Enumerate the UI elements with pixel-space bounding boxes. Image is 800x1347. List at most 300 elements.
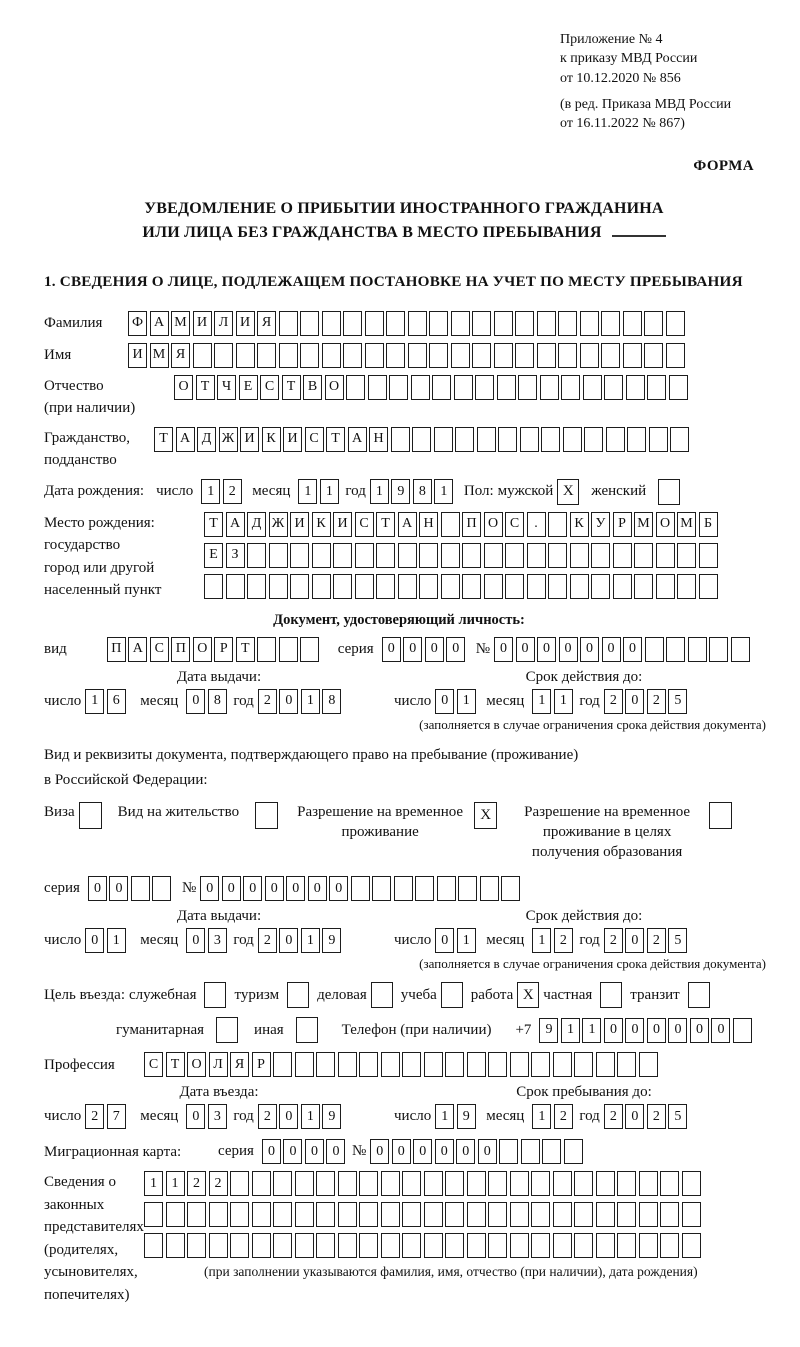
char-box[interactable] bbox=[591, 574, 610, 599]
char-box[interactable]: 8 bbox=[322, 689, 341, 714]
char-box[interactable] bbox=[441, 543, 460, 568]
char-box[interactable] bbox=[510, 1202, 529, 1227]
char-box[interactable] bbox=[520, 427, 539, 452]
char-box[interactable] bbox=[290, 543, 309, 568]
char-box[interactable] bbox=[131, 876, 150, 901]
char-box[interactable]: Б bbox=[699, 512, 718, 537]
char-box[interactable]: Л bbox=[209, 1052, 228, 1077]
char-box[interactable]: И bbox=[193, 311, 212, 336]
char-box[interactable]: 1 bbox=[320, 479, 339, 504]
char-box[interactable] bbox=[226, 574, 245, 599]
char-box[interactable]: 6 bbox=[107, 689, 126, 714]
char-box[interactable]: Е bbox=[239, 375, 258, 400]
char-box[interactable]: 0 bbox=[382, 637, 401, 662]
char-box[interactable] bbox=[411, 375, 430, 400]
char-box[interactable] bbox=[424, 1233, 443, 1258]
char-box[interactable] bbox=[591, 543, 610, 568]
char-box[interactable]: С bbox=[305, 427, 324, 452]
char-box[interactable]: К bbox=[312, 512, 331, 537]
char-box[interactable]: 1 bbox=[85, 689, 104, 714]
char-box[interactable]: Н bbox=[369, 427, 388, 452]
char-box[interactable] bbox=[626, 375, 645, 400]
char-box[interactable] bbox=[699, 543, 718, 568]
char-box[interactable]: 9 bbox=[322, 1104, 341, 1129]
char-box[interactable] bbox=[458, 876, 477, 901]
char-box[interactable]: А bbox=[176, 427, 195, 452]
char-box[interactable]: 0 bbox=[580, 637, 599, 662]
char-box[interactable]: 3 bbox=[208, 1104, 227, 1129]
char-box[interactable] bbox=[494, 311, 513, 336]
char-box[interactable] bbox=[152, 876, 171, 901]
char-box[interactable]: 1 bbox=[532, 1104, 551, 1129]
char-box[interactable] bbox=[338, 1233, 357, 1258]
char-box[interactable] bbox=[472, 343, 491, 368]
char-box[interactable] bbox=[682, 1233, 701, 1258]
char-box[interactable] bbox=[415, 876, 434, 901]
char-box[interactable] bbox=[279, 637, 298, 662]
char-box[interactable] bbox=[606, 427, 625, 452]
char-box[interactable] bbox=[548, 512, 567, 537]
purpose-transit-checkbox[interactable] bbox=[688, 982, 710, 1008]
char-box[interactable] bbox=[521, 1139, 540, 1164]
char-box[interactable]: А bbox=[128, 637, 147, 662]
char-box[interactable] bbox=[338, 1202, 357, 1227]
char-box[interactable] bbox=[467, 1233, 486, 1258]
char-box[interactable] bbox=[252, 1233, 271, 1258]
char-box[interactable] bbox=[252, 1171, 271, 1196]
char-box[interactable] bbox=[257, 343, 276, 368]
char-box[interactable]: 9 bbox=[391, 479, 410, 504]
char-box[interactable]: З bbox=[226, 543, 245, 568]
char-box[interactable]: О bbox=[187, 1052, 206, 1077]
char-box[interactable] bbox=[312, 574, 331, 599]
char-box[interactable] bbox=[346, 375, 365, 400]
char-box[interactable] bbox=[617, 1202, 636, 1227]
char-box[interactable]: С bbox=[150, 637, 169, 662]
char-box[interactable] bbox=[247, 543, 266, 568]
char-box[interactable]: Ч bbox=[217, 375, 236, 400]
char-box[interactable]: 0 bbox=[186, 689, 205, 714]
char-box[interactable] bbox=[647, 375, 666, 400]
char-box[interactable]: 1 bbox=[301, 689, 320, 714]
char-box[interactable]: Ж bbox=[269, 512, 288, 537]
char-box[interactable]: 0 bbox=[370, 1139, 389, 1164]
char-box[interactable] bbox=[269, 574, 288, 599]
char-box[interactable] bbox=[666, 637, 685, 662]
char-box[interactable] bbox=[386, 311, 405, 336]
char-box[interactable]: М bbox=[171, 311, 190, 336]
char-box[interactable]: Т bbox=[204, 512, 223, 537]
char-box[interactable] bbox=[553, 1171, 572, 1196]
char-box[interactable] bbox=[531, 1171, 550, 1196]
char-box[interactable]: 0 bbox=[537, 637, 556, 662]
char-box[interactable] bbox=[230, 1233, 249, 1258]
char-box[interactable] bbox=[570, 574, 589, 599]
char-box[interactable] bbox=[273, 1171, 292, 1196]
purpose-business-checkbox[interactable] bbox=[371, 982, 393, 1008]
char-box[interactable] bbox=[368, 375, 387, 400]
char-box[interactable] bbox=[419, 574, 438, 599]
temp-residence-education-checkbox[interactable] bbox=[709, 802, 732, 829]
char-box[interactable]: П bbox=[462, 512, 481, 537]
char-box[interactable]: 1 bbox=[166, 1171, 185, 1196]
char-box[interactable] bbox=[187, 1233, 206, 1258]
char-box[interactable] bbox=[488, 1052, 507, 1077]
char-box[interactable] bbox=[527, 543, 546, 568]
char-box[interactable] bbox=[617, 1052, 636, 1077]
char-box[interactable] bbox=[682, 1202, 701, 1227]
char-box[interactable]: Т bbox=[196, 375, 215, 400]
char-box[interactable] bbox=[510, 1171, 529, 1196]
char-box[interactable] bbox=[515, 311, 534, 336]
char-box[interactable] bbox=[429, 311, 448, 336]
char-box[interactable] bbox=[359, 1171, 378, 1196]
char-box[interactable]: 0 bbox=[647, 1018, 666, 1043]
char-box[interactable] bbox=[548, 574, 567, 599]
char-box[interactable]: 0 bbox=[690, 1018, 709, 1043]
char-box[interactable] bbox=[381, 1052, 400, 1077]
char-box[interactable]: К bbox=[570, 512, 589, 537]
char-box[interactable] bbox=[187, 1202, 206, 1227]
char-box[interactable] bbox=[580, 343, 599, 368]
char-box[interactable] bbox=[666, 311, 685, 336]
char-box[interactable] bbox=[488, 1233, 507, 1258]
char-box[interactable] bbox=[419, 543, 438, 568]
char-box[interactable]: 0 bbox=[623, 637, 642, 662]
char-box[interactable] bbox=[295, 1233, 314, 1258]
char-box[interactable]: 9 bbox=[457, 1104, 476, 1129]
char-box[interactable] bbox=[497, 375, 516, 400]
char-box[interactable] bbox=[583, 375, 602, 400]
char-box[interactable]: 0 bbox=[109, 876, 128, 901]
char-box[interactable] bbox=[402, 1233, 421, 1258]
char-box[interactable] bbox=[209, 1202, 228, 1227]
char-box[interactable]: 0 bbox=[200, 876, 219, 901]
char-box[interactable]: 0 bbox=[329, 876, 348, 901]
char-box[interactable]: 0 bbox=[559, 637, 578, 662]
char-box[interactable] bbox=[412, 427, 431, 452]
char-box[interactable]: 0 bbox=[243, 876, 262, 901]
char-box[interactable] bbox=[527, 574, 546, 599]
char-box[interactable] bbox=[247, 574, 266, 599]
char-box[interactable]: 0 bbox=[88, 876, 107, 901]
char-box[interactable] bbox=[733, 1018, 752, 1043]
char-box[interactable]: М bbox=[150, 343, 169, 368]
char-box[interactable] bbox=[467, 1171, 486, 1196]
char-box[interactable] bbox=[355, 574, 374, 599]
char-box[interactable]: 0 bbox=[265, 876, 284, 901]
char-box[interactable]: 2 bbox=[554, 928, 573, 953]
char-box[interactable]: А bbox=[150, 311, 169, 336]
char-box[interactable] bbox=[209, 1233, 228, 1258]
char-box[interactable]: К bbox=[262, 427, 281, 452]
char-box[interactable] bbox=[574, 1171, 593, 1196]
char-box[interactable]: Я bbox=[171, 343, 190, 368]
char-box[interactable]: 0 bbox=[494, 637, 513, 662]
char-box[interactable] bbox=[462, 543, 481, 568]
char-box[interactable] bbox=[359, 1202, 378, 1227]
char-box[interactable]: М bbox=[634, 512, 653, 537]
char-box[interactable] bbox=[584, 427, 603, 452]
char-box[interactable] bbox=[541, 427, 560, 452]
char-box[interactable] bbox=[660, 1202, 679, 1227]
char-box[interactable]: А bbox=[398, 512, 417, 537]
char-box[interactable] bbox=[553, 1202, 572, 1227]
char-box[interactable] bbox=[300, 311, 319, 336]
char-box[interactable] bbox=[617, 1233, 636, 1258]
char-box[interactable] bbox=[656, 574, 675, 599]
char-box[interactable]: 1 bbox=[201, 479, 220, 504]
char-box[interactable] bbox=[402, 1052, 421, 1077]
char-box[interactable] bbox=[634, 543, 653, 568]
purpose-study-checkbox[interactable] bbox=[441, 982, 463, 1008]
char-box[interactable]: 8 bbox=[413, 479, 432, 504]
char-box[interactable] bbox=[472, 311, 491, 336]
char-box[interactable] bbox=[660, 1233, 679, 1258]
char-box[interactable]: О bbox=[656, 512, 675, 537]
char-box[interactable]: 2 bbox=[647, 928, 666, 953]
male-checkbox[interactable]: X bbox=[557, 479, 579, 505]
char-box[interactable]: А bbox=[226, 512, 245, 537]
char-box[interactable] bbox=[381, 1233, 400, 1258]
char-box[interactable]: О bbox=[484, 512, 503, 537]
char-box[interactable] bbox=[434, 427, 453, 452]
char-box[interactable]: Н bbox=[419, 512, 438, 537]
char-box[interactable]: 0 bbox=[186, 928, 205, 953]
char-box[interactable]: 0 bbox=[435, 689, 454, 714]
char-box[interactable] bbox=[445, 1233, 464, 1258]
char-box[interactable] bbox=[316, 1052, 335, 1077]
char-box[interactable]: 0 bbox=[392, 1139, 411, 1164]
char-box[interactable] bbox=[484, 574, 503, 599]
char-box[interactable]: Я bbox=[230, 1052, 249, 1077]
char-box[interactable]: 9 bbox=[539, 1018, 558, 1043]
purpose-other-checkbox[interactable] bbox=[296, 1017, 318, 1043]
char-box[interactable] bbox=[613, 543, 632, 568]
char-box[interactable] bbox=[230, 1202, 249, 1227]
char-box[interactable] bbox=[316, 1233, 335, 1258]
char-box[interactable]: 0 bbox=[186, 1104, 205, 1129]
char-box[interactable]: 0 bbox=[516, 637, 535, 662]
char-box[interactable] bbox=[381, 1202, 400, 1227]
char-box[interactable] bbox=[677, 543, 696, 568]
char-box[interactable]: 0 bbox=[403, 637, 422, 662]
char-box[interactable] bbox=[623, 343, 642, 368]
char-box[interactable] bbox=[445, 1171, 464, 1196]
char-box[interactable] bbox=[467, 1202, 486, 1227]
char-box[interactable] bbox=[376, 543, 395, 568]
char-box[interactable] bbox=[699, 574, 718, 599]
char-box[interactable]: 2 bbox=[187, 1171, 206, 1196]
char-box[interactable]: 2 bbox=[209, 1171, 228, 1196]
char-box[interactable] bbox=[312, 543, 331, 568]
char-box[interactable]: 5 bbox=[668, 1104, 687, 1129]
char-box[interactable] bbox=[394, 876, 413, 901]
char-box[interactable] bbox=[596, 1171, 615, 1196]
char-box[interactable]: 0 bbox=[435, 1139, 454, 1164]
char-box[interactable] bbox=[316, 1171, 335, 1196]
char-box[interactable]: М bbox=[677, 512, 696, 537]
char-box[interactable] bbox=[553, 1052, 572, 1077]
char-box[interactable] bbox=[510, 1233, 529, 1258]
char-box[interactable]: 0 bbox=[456, 1139, 475, 1164]
char-box[interactable] bbox=[484, 543, 503, 568]
char-box[interactable] bbox=[561, 375, 580, 400]
char-box[interactable] bbox=[424, 1052, 443, 1077]
char-box[interactable] bbox=[441, 574, 460, 599]
char-box[interactable] bbox=[445, 1202, 464, 1227]
char-box[interactable] bbox=[391, 427, 410, 452]
char-box[interactable] bbox=[193, 343, 212, 368]
char-box[interactable]: П bbox=[107, 637, 126, 662]
char-box[interactable]: 1 bbox=[144, 1171, 163, 1196]
char-box[interactable] bbox=[510, 1052, 529, 1077]
char-box[interactable] bbox=[295, 1171, 314, 1196]
char-box[interactable] bbox=[230, 1171, 249, 1196]
char-box[interactable]: У bbox=[591, 512, 610, 537]
char-box[interactable]: 1 bbox=[301, 1104, 320, 1129]
char-box[interactable] bbox=[398, 574, 417, 599]
char-box[interactable]: 2 bbox=[604, 689, 623, 714]
char-box[interactable] bbox=[365, 343, 384, 368]
char-box[interactable] bbox=[279, 311, 298, 336]
char-box[interactable] bbox=[454, 375, 473, 400]
char-box[interactable] bbox=[355, 543, 374, 568]
char-box[interactable] bbox=[408, 311, 427, 336]
char-box[interactable] bbox=[639, 1233, 658, 1258]
char-box[interactable]: 0 bbox=[326, 1139, 345, 1164]
char-box[interactable] bbox=[343, 343, 362, 368]
char-box[interactable] bbox=[656, 543, 675, 568]
char-box[interactable] bbox=[682, 1171, 701, 1196]
char-box[interactable] bbox=[515, 343, 534, 368]
char-box[interactable]: 1 bbox=[435, 1104, 454, 1129]
char-box[interactable] bbox=[540, 375, 559, 400]
char-box[interactable] bbox=[402, 1202, 421, 1227]
char-box[interactable]: 1 bbox=[298, 479, 317, 504]
char-box[interactable] bbox=[204, 574, 223, 599]
char-box[interactable] bbox=[563, 427, 582, 452]
char-box[interactable] bbox=[279, 343, 298, 368]
char-box[interactable] bbox=[558, 343, 577, 368]
char-box[interactable] bbox=[462, 574, 481, 599]
char-box[interactable]: . bbox=[527, 512, 546, 537]
char-box[interactable] bbox=[166, 1202, 185, 1227]
char-box[interactable]: Р bbox=[613, 512, 632, 537]
char-box[interactable]: 1 bbox=[370, 479, 389, 504]
char-box[interactable] bbox=[639, 1052, 658, 1077]
char-box[interactable] bbox=[386, 343, 405, 368]
char-box[interactable]: 3 bbox=[208, 928, 227, 953]
char-box[interactable] bbox=[333, 574, 352, 599]
char-box[interactable] bbox=[376, 574, 395, 599]
char-box[interactable] bbox=[359, 1233, 378, 1258]
char-box[interactable]: 1 bbox=[582, 1018, 601, 1043]
char-box[interactable]: И bbox=[240, 427, 259, 452]
char-box[interactable]: 1 bbox=[434, 479, 453, 504]
char-box[interactable] bbox=[604, 375, 623, 400]
char-box[interactable] bbox=[596, 1052, 615, 1077]
char-box[interactable] bbox=[343, 311, 362, 336]
char-box[interactable]: 0 bbox=[711, 1018, 730, 1043]
char-box[interactable]: 1 bbox=[554, 689, 573, 714]
char-box[interactable] bbox=[333, 543, 352, 568]
char-box[interactable]: 2 bbox=[554, 1104, 573, 1129]
char-box[interactable] bbox=[613, 574, 632, 599]
char-box[interactable]: 0 bbox=[668, 1018, 687, 1043]
char-box[interactable]: 0 bbox=[425, 637, 444, 662]
char-box[interactable]: Т bbox=[376, 512, 395, 537]
char-box[interactable] bbox=[408, 343, 427, 368]
char-box[interactable]: 2 bbox=[258, 928, 277, 953]
char-box[interactable] bbox=[670, 427, 689, 452]
char-box[interactable] bbox=[300, 343, 319, 368]
char-box[interactable] bbox=[639, 1202, 658, 1227]
char-box[interactable]: Я bbox=[257, 311, 276, 336]
char-box[interactable] bbox=[564, 1139, 583, 1164]
char-box[interactable] bbox=[338, 1171, 357, 1196]
char-box[interactable] bbox=[257, 637, 276, 662]
char-box[interactable] bbox=[295, 1052, 314, 1077]
char-box[interactable]: 1 bbox=[457, 928, 476, 953]
char-box[interactable]: 2 bbox=[258, 689, 277, 714]
char-box[interactable] bbox=[499, 1139, 518, 1164]
char-box[interactable] bbox=[166, 1233, 185, 1258]
char-box[interactable]: Р bbox=[214, 637, 233, 662]
char-box[interactable] bbox=[548, 543, 567, 568]
char-box[interactable]: И bbox=[236, 311, 255, 336]
char-box[interactable]: Ф bbox=[128, 311, 147, 336]
residence-permit-checkbox[interactable] bbox=[255, 802, 278, 829]
char-box[interactable] bbox=[645, 637, 664, 662]
char-box[interactable]: Т bbox=[282, 375, 301, 400]
char-box[interactable] bbox=[398, 543, 417, 568]
char-box[interactable] bbox=[273, 1202, 292, 1227]
char-box[interactable]: 0 bbox=[279, 689, 298, 714]
char-box[interactable] bbox=[574, 1202, 593, 1227]
char-box[interactable] bbox=[359, 1052, 378, 1077]
char-box[interactable]: 0 bbox=[279, 1104, 298, 1129]
char-box[interactable] bbox=[580, 311, 599, 336]
char-box[interactable] bbox=[518, 375, 537, 400]
char-box[interactable] bbox=[677, 574, 696, 599]
char-box[interactable] bbox=[273, 1052, 292, 1077]
char-box[interactable] bbox=[214, 343, 233, 368]
char-box[interactable]: 1 bbox=[301, 928, 320, 953]
char-box[interactable] bbox=[627, 427, 646, 452]
char-box[interactable]: 0 bbox=[625, 1104, 644, 1129]
char-box[interactable] bbox=[351, 876, 370, 901]
char-box[interactable]: Р bbox=[252, 1052, 271, 1077]
char-box[interactable] bbox=[570, 543, 589, 568]
char-box[interactable] bbox=[731, 637, 750, 662]
char-box[interactable] bbox=[424, 1202, 443, 1227]
char-box[interactable]: Т bbox=[154, 427, 173, 452]
char-box[interactable]: 9 bbox=[322, 928, 341, 953]
char-box[interactable] bbox=[634, 574, 653, 599]
char-box[interactable] bbox=[295, 1202, 314, 1227]
char-box[interactable] bbox=[402, 1171, 421, 1196]
char-box[interactable] bbox=[300, 637, 319, 662]
char-box[interactable]: 7 bbox=[107, 1104, 126, 1129]
char-box[interactable]: 1 bbox=[457, 689, 476, 714]
char-box[interactable]: 0 bbox=[262, 1139, 281, 1164]
char-box[interactable]: 0 bbox=[283, 1139, 302, 1164]
purpose-humanitarian-checkbox[interactable] bbox=[216, 1017, 238, 1043]
char-box[interactable] bbox=[252, 1202, 271, 1227]
char-box[interactable]: Т bbox=[236, 637, 255, 662]
char-box[interactable] bbox=[531, 1233, 550, 1258]
